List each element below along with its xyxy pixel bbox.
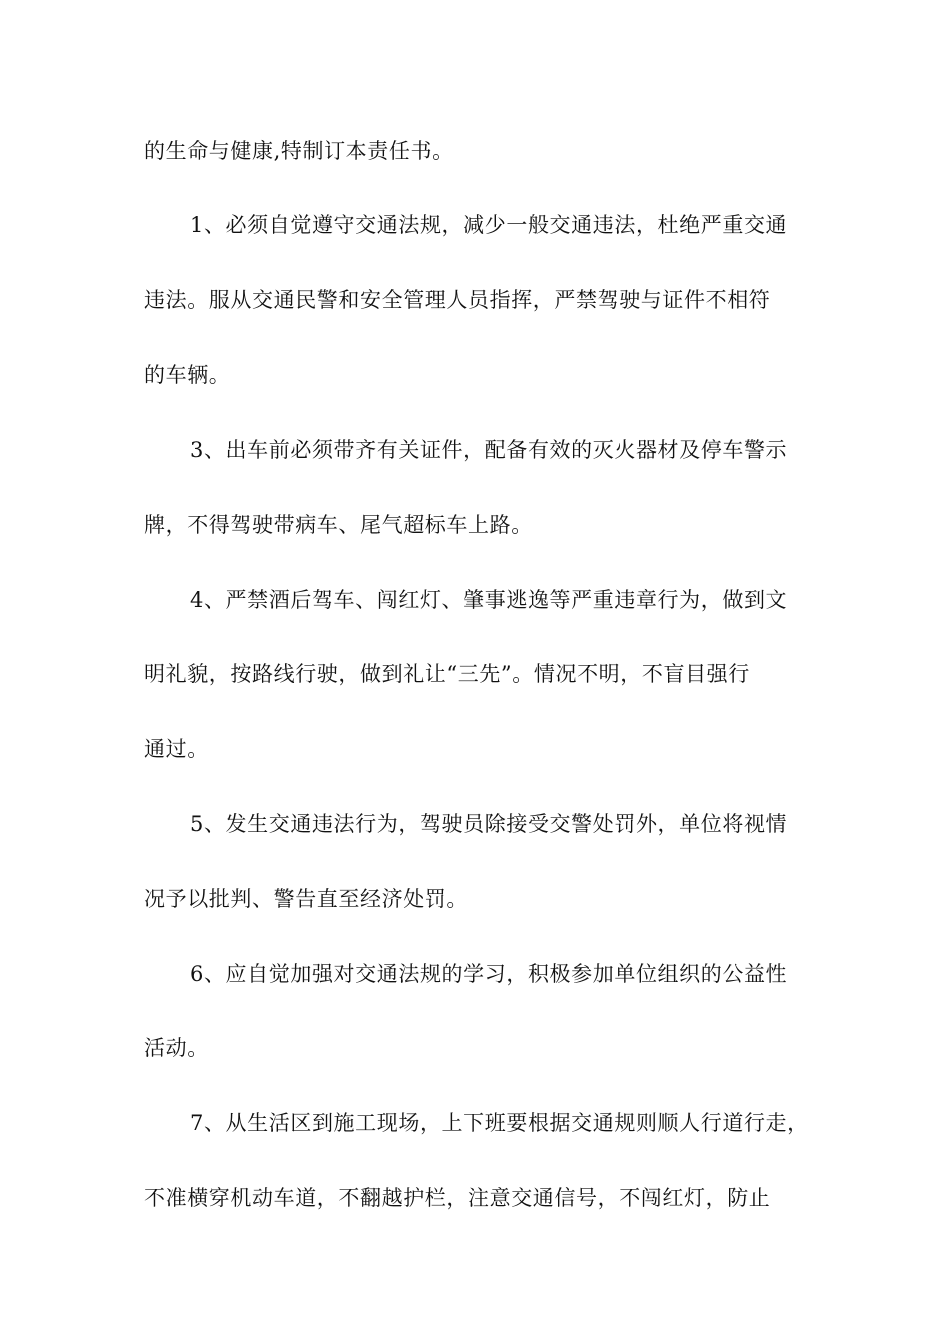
text-line: 牌，不得驾驶带病车、尾气超标车上路。 xyxy=(144,513,533,537)
text-line: 不准横穿机动车道，不翻越护栏，注意交通信号，不闯红灯，防止 xyxy=(144,1186,771,1210)
clause-3-line: 3、出车前必须带齐有关证件，配备有效的灭火器材及停车警示 xyxy=(190,438,788,462)
text-line: 的生命与健康,特制订本责任书。 xyxy=(144,139,454,163)
clause-6-line: 6、应自觉加强对交通法规的学习，积极参加单位组织的公益性 xyxy=(190,962,788,986)
text-line: 违法。服从交通民警和安全管理人员指挥，严禁驾驶与证件不相符 xyxy=(144,288,771,312)
text-line: 明礼貌，按路线行驶，做到礼让“三先”。情况不明，不盲目强行 xyxy=(144,662,750,686)
clause-1-line: 1、必须自觉遵守交通法规，减少一般交通违法，杜绝严重交通 xyxy=(190,213,788,237)
text-line: 的车辆。 xyxy=(144,363,231,387)
clause-4-line: 4、严禁酒后驾车、闯红灯、肇事逃逸等严重违章行为，做到文 xyxy=(190,588,788,612)
text-line: 况予以批判、警告直至经济处罚。 xyxy=(144,887,468,911)
clause-7-line: 7、从生活区到施工现场，上下班要根据交通规则顺人行道行走， xyxy=(190,1111,809,1135)
clause-5-line: 5、发生交通违法行为，驾驶员除接受交警处罚外，单位将视情 xyxy=(190,812,788,836)
text-line: 活动。 xyxy=(144,1036,209,1060)
text-line: 通过。 xyxy=(144,737,209,761)
